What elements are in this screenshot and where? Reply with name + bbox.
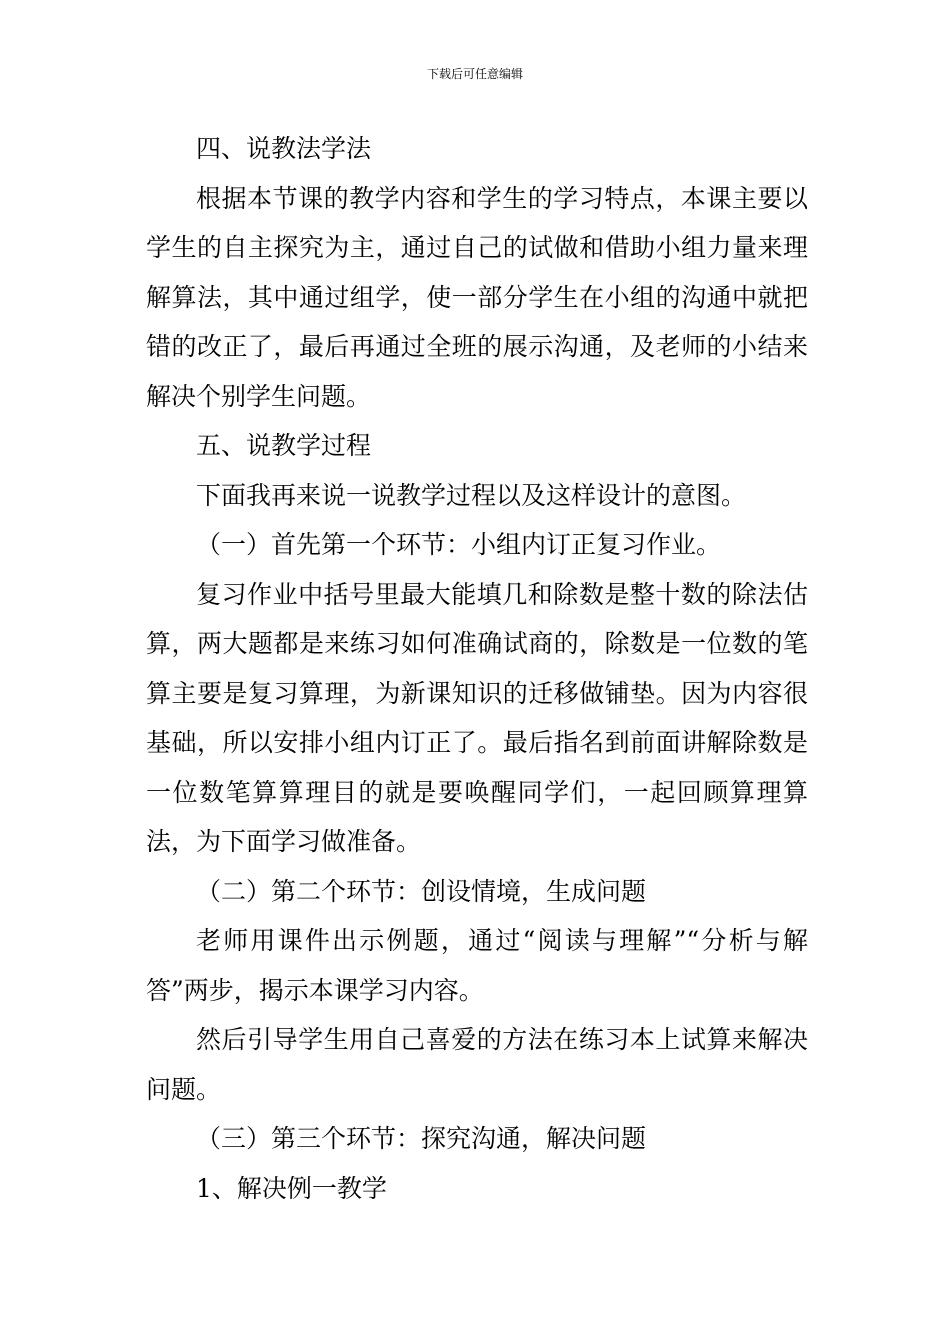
paragraph-teaching-methods: 根据本节课的教学内容和学生的学习特点，本课主要以学生的自主探究为主，通过自己的试做和借助小组力量来理解算法，其中通过组学，使一部分学生在小组的沟通中就把错的改正了，最后再通过全班的展示沟通，及老师的小结来解决个别学生问题。 <box>146 183 808 411</box>
paragraph-intro: 下面我再来说一说教学过程以及这样设计的意图。 <box>196 480 747 510</box>
paragraph-step-one: 复习作业中括号里最大能填几和除数是整十数的除法估算，两大题都是来练习如何准确试商的，除数是一位数的笔算主要是复习算理，为新课知识的迁移做铺垫。因为内容很基础，所以安排小组内订正了。最后指名到前面讲解除数是一位数笔算算理目的就是要唤醒同学们，一起回顾算理算法，为下面学习做准备。 <box>146 579 808 856</box>
step-one-heading: （一）首先第一个环节：小组内订正复习作业。 <box>196 530 722 559</box>
subheading-example-one: 1、解决例一教学 <box>196 1173 387 1203</box>
step-two-heading: （二）第二个环节：创设情境，生成问题 <box>196 876 647 906</box>
heading-teaching-process: 五、说教学过程 <box>196 431 372 460</box>
paragraph-step-two-a: 老师用课件出示例题，通过“阅读与理解”“分析与解答”两步，揭示本课学习内容。 <box>146 926 808 1005</box>
paragraph-step-two-b: 然后引导学生用自己喜爱的方法在练习本上试算来解决问题。 <box>146 1025 808 1104</box>
page-header: 下载后可任意编辑 <box>426 67 523 81</box>
document-body <box>146 124 808 1213</box>
heading-teaching-methods: 四、说教法学法 <box>196 134 372 163</box>
step-three-heading: （三）第三个环节：探究沟通，解决问题 <box>196 1124 647 1153</box>
